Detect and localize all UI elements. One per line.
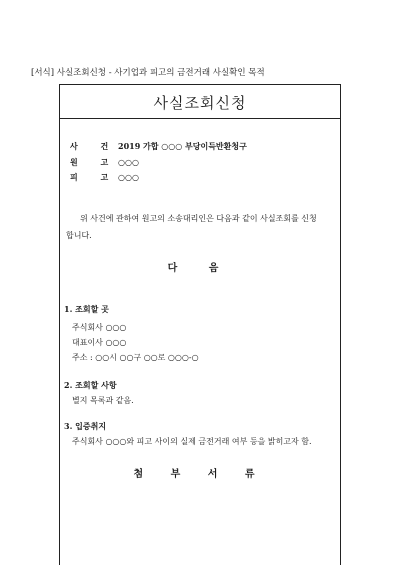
attachments-heading: 첨 부 서 류: [133, 469, 267, 480]
section-3-title: 3. 입증취지: [64, 421, 107, 431]
document-title: 사실조회신청: [153, 94, 247, 112]
title-divider: [60, 118, 340, 119]
case-label: 사 건: [70, 141, 119, 151]
defendant-label: 피 고: [70, 172, 119, 182]
plaintiff-label: 원 고: [70, 157, 119, 167]
intro-line-2: 합니다.: [66, 231, 92, 240]
section-2-title: 2. 조회할 사항: [64, 380, 117, 390]
dahum-heading: 다 음: [167, 263, 233, 274]
intro-line-1: 위 사건에 관하여 원고의 소송대리인은 다음과 같이 사실조회를 신청: [80, 214, 317, 223]
defendant-value: ○○○: [118, 172, 139, 182]
section-1-line-2: 대표이사 ○○○: [72, 338, 127, 347]
section-1-line-1: 주식회사 ○○○: [72, 323, 127, 332]
case-value: 2019 가합 ○○○ 부당이득반환청구: [118, 141, 247, 151]
section-2-line-1: 별지 목록과 같음.: [72, 396, 134, 405]
document-frame: [59, 84, 341, 565]
section-1-line-3: 주소 : ○○시 ○○구 ○○로 ○○○-○: [72, 353, 199, 362]
section-1-title: 1. 조회할 곳: [64, 304, 109, 314]
form-header-note: [서식] 사실조회신청 - 사기업과 피고의 금전거래 사실확인 목적: [31, 68, 265, 78]
plaintiff-value: ○○○: [118, 157, 139, 167]
section-3-line-1: 주식회사 ○○○와 피고 사이의 실제 금전거래 여부 등을 밝히고자 함.: [72, 437, 312, 446]
